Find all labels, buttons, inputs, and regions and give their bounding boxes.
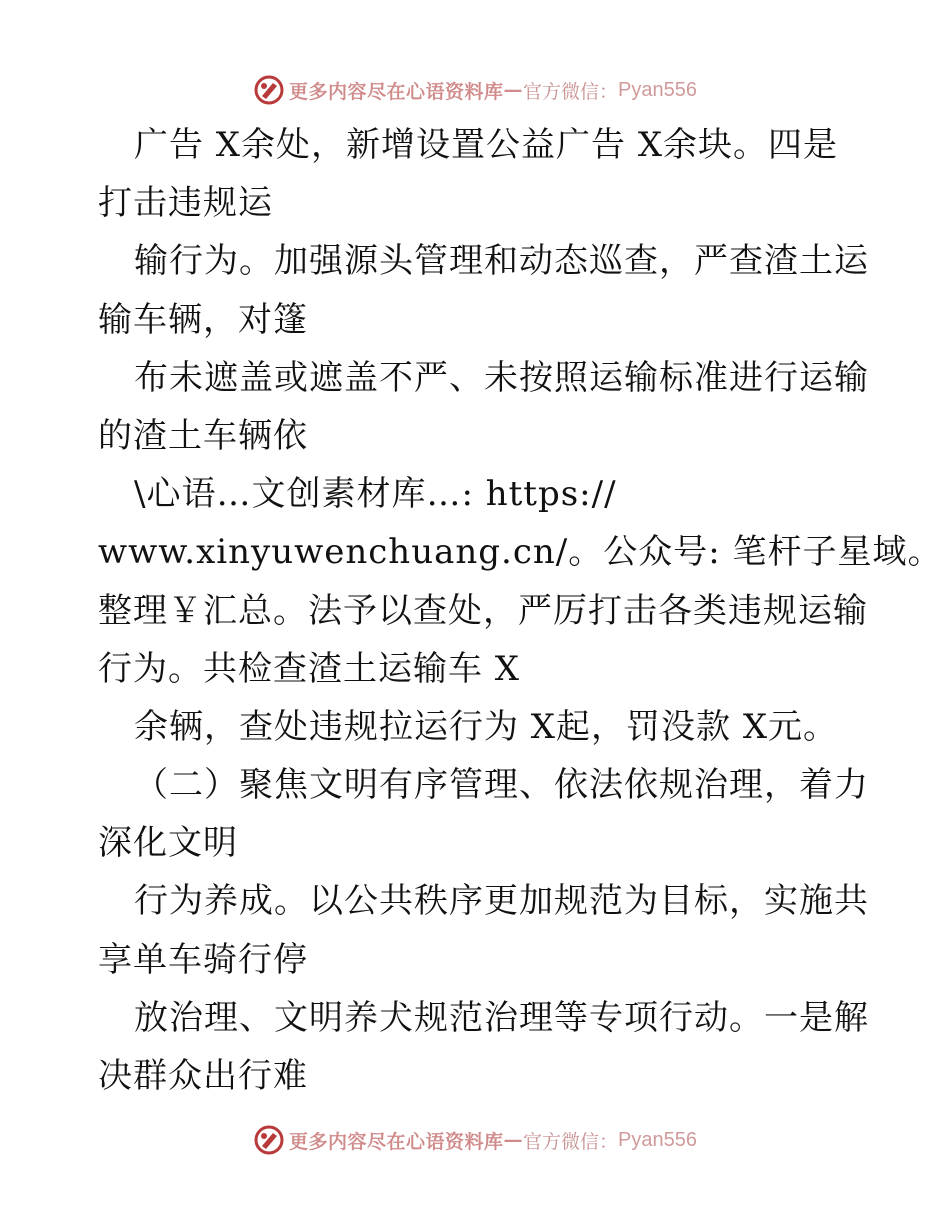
text-line: 享单车骑行停 xyxy=(98,939,308,980)
text-line: 决群众出行难 xyxy=(98,1056,308,1096)
brand-logo-icon xyxy=(253,1124,285,1156)
text-line: 输行为。加强源头管理和动态巡查，严查渣土运 xyxy=(134,241,869,282)
text-line: 余辆，查处违规拉运行为 X起，罚没款 X元。 xyxy=(134,706,839,747)
brand-logo-icon xyxy=(253,74,285,106)
watermark-brand-text: 更多内容尽在心语资料库 xyxy=(289,1130,504,1153)
watermark-brand-text: 更多内容尽在心语资料库 xyxy=(289,80,504,103)
text-line: 行为。共检查渣土运输车 X xyxy=(98,648,521,689)
text-line: 放治理、文明养犬规范治理等专项行动。一是解 xyxy=(134,997,869,1038)
text-line: 整理￥汇总。法予以查处，严厉打击各类违规运输 xyxy=(98,590,868,631)
text-line: 深化文明 xyxy=(98,823,238,864)
text-line: 广告 X余处，新增设置公益广告 X余块。四是 xyxy=(134,125,839,165)
watermark-wechat-id: Pyan556 xyxy=(618,1128,697,1151)
watermark-wechat-label: 官方微信： xyxy=(523,80,619,103)
watermark-dash: — xyxy=(503,1129,524,1151)
header-watermark xyxy=(0,70,950,110)
text-line: 的渣土车辆依 xyxy=(98,415,308,456)
text-line: （二）聚焦文明有序管理、依法依规治理，着力 xyxy=(134,765,869,806)
text-line: www.xinyuwenchuang.cn/。公众号: 笔杆子星域。 xyxy=(98,532,943,573)
watermark-dash: — xyxy=(503,79,524,101)
text-line: 输车辆，对篷 xyxy=(98,299,308,340)
watermark-wechat-label: 官方微信： xyxy=(523,1130,619,1153)
document-body xyxy=(98,116,943,1105)
text-line: 布未遮盖或遮盖不严、未按照运输标准进行运输 xyxy=(134,357,869,398)
text-line: \心语…文创素材库…: https:// xyxy=(134,474,617,515)
text-line: 行为养成。以公共秩序更加规范为目标，实施共 xyxy=(134,881,869,922)
text-line: 打击违规运 xyxy=(98,183,273,224)
watermark-wechat-id: Pyan556 xyxy=(618,78,697,101)
footer-watermark xyxy=(0,1120,950,1160)
